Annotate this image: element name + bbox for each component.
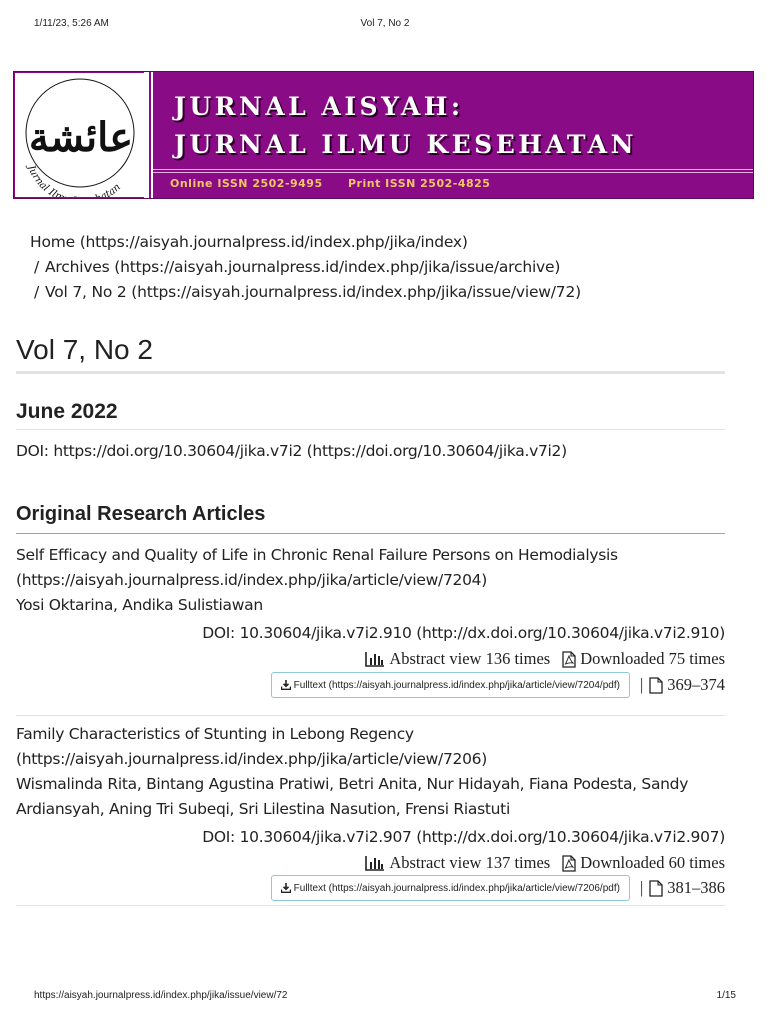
print-title: Vol 7, No 2 bbox=[360, 18, 410, 29]
journal-logo bbox=[15, 73, 144, 197]
article-stats bbox=[359, 853, 725, 873]
article-authors: Wismalinda Rita, Bintang Agustina Pratiwi, Betri Anita, Nur Hidayah, Fiana Podesta, Sandy Ardiansyah, Aning Tri Subeqi, Sri Lilestina Nasution, Frensi Riastuti bbox=[16, 775, 689, 818]
bar-chart-icon bbox=[365, 651, 385, 667]
journal-banner[interactable] bbox=[13, 71, 754, 199]
issn-online: Online ISSN 2502-9495 bbox=[170, 177, 323, 190]
banner-rule bbox=[153, 169, 753, 170]
abstract-views-label: Abstract view 136 times bbox=[389, 649, 551, 668]
print-url: https://aisyah.journalpress.id/index.php/jika/issue/view/72 bbox=[34, 990, 288, 1001]
breadcrumb-home[interactable] bbox=[30, 230, 581, 255]
breadcrumb-separator: / bbox=[34, 283, 40, 301]
pdf-file-icon bbox=[562, 651, 576, 668]
breadcrumb-archives-label[interactable]: Archives (https://aisyah.journalpress.id/index.php/jika/issue/archive) bbox=[45, 258, 561, 276]
breadcrumb-issue-label[interactable]: Vol 7, No 2 (https://aisyah.journalpress.id/index.php/jika/issue/view/72) bbox=[45, 283, 581, 301]
article-divider bbox=[16, 905, 725, 906]
breadcrumb-home-label[interactable]: Home (https://aisyah.journalpress.id/index.php/jika/index) bbox=[30, 233, 468, 251]
download-icon bbox=[281, 883, 291, 893]
downloads-count bbox=[562, 649, 725, 669]
print-footer bbox=[34, 990, 736, 1004]
article-authors: Yosi Oktarina, Andika Sulistiawan bbox=[16, 596, 263, 614]
fulltext-pdf-button[interactable] bbox=[271, 672, 630, 698]
title-divider bbox=[16, 371, 725, 374]
article-pages bbox=[640, 675, 725, 695]
banner-title-line2: JURNAL ILMU KESEHATAN bbox=[174, 130, 637, 159]
file-icon bbox=[649, 677, 663, 694]
downloads-count bbox=[562, 853, 725, 873]
article-stats bbox=[359, 649, 725, 669]
article-doi-link[interactable]: DOI: 10.30604/jika.v7i2.907 (http://dx.doi.org/10.30604/jika.v7i2.907) bbox=[202, 828, 725, 846]
pages-label: 381–386 bbox=[667, 878, 725, 897]
article-item bbox=[16, 543, 725, 718]
bar-chart-icon bbox=[365, 855, 385, 871]
issue-doi-link[interactable]: DOI: https://doi.org/10.30604/jika.v7i2 (https://doi.org/10.30604/jika.v7i2) bbox=[16, 442, 567, 460]
file-icon bbox=[649, 880, 663, 897]
abstract-views-label: Abstract view 137 times bbox=[389, 853, 551, 872]
pages-label: 369–374 bbox=[667, 675, 725, 694]
print-header bbox=[34, 18, 736, 32]
article-item bbox=[16, 722, 725, 907]
downloads-label: Downloaded 60 times bbox=[580, 853, 725, 872]
banner-rule-2 bbox=[153, 172, 753, 173]
abstract-views bbox=[365, 853, 550, 873]
article-divider bbox=[16, 715, 725, 716]
article-galley-row bbox=[271, 875, 725, 901]
fulltext-label[interactable]: Fulltext (https://aisyah.journalpress.id/index.php/jika/article/view/7204/pdf) bbox=[293, 679, 620, 691]
banner-title-line1: JURNAL AISYAH: bbox=[174, 92, 464, 121]
date-divider bbox=[16, 429, 725, 430]
breadcrumb-current-issue[interactable] bbox=[30, 280, 581, 305]
fulltext-label[interactable]: Fulltext (https://aisyah.journalpress.id/index.php/jika/article/view/7206/pdf) bbox=[293, 882, 620, 894]
logo-arabic-text: عائشة bbox=[28, 114, 134, 161]
section-title: Original Research Articles bbox=[16, 503, 266, 525]
issn-print: Print ISSN 2502-4825 bbox=[348, 177, 491, 190]
breadcrumb-separator: / bbox=[34, 258, 40, 276]
breadcrumb-archives[interactable] bbox=[30, 255, 581, 280]
article-title-link[interactable]: Family Characteristics of Stunting in Lebong Regency (https://aisyah.journalpress.id/index.php/jika/article/view/7206) bbox=[16, 725, 487, 768]
article-doi-link[interactable]: DOI: 10.30604/jika.v7i2.910 (http://dx.doi.org/10.30604/jika.v7i2.910) bbox=[202, 624, 725, 642]
pipe-separator: | bbox=[639, 878, 644, 897]
pipe-separator: | bbox=[639, 675, 644, 694]
published-date: June 2022 bbox=[16, 400, 118, 423]
downloads-label: Downloaded 75 times bbox=[580, 649, 725, 668]
download-icon bbox=[281, 680, 291, 690]
article-pages bbox=[640, 878, 725, 898]
banner-divider-thin bbox=[151, 72, 153, 198]
article-galley-row bbox=[271, 672, 725, 698]
pdf-file-icon bbox=[562, 855, 576, 872]
banner-divider bbox=[144, 72, 149, 198]
article-title-link[interactable]: Self Efficacy and Quality of Life in Chronic Renal Failure Persons on Hemodialysis (https://aisyah.journalpress.id/index.php/jika/article/view/7204) bbox=[16, 546, 618, 589]
print-page-number: 1/15 bbox=[716, 990, 736, 1001]
abstract-views bbox=[365, 649, 550, 669]
print-date: 1/11/23, 5:26 AM bbox=[34, 18, 109, 29]
page-title: Vol 7, No 2 bbox=[16, 334, 153, 365]
breadcrumb bbox=[30, 230, 581, 305]
section-divider bbox=[16, 533, 725, 534]
fulltext-pdf-button[interactable] bbox=[271, 875, 630, 901]
logo-ring-text: Jurnal Il atan bbox=[25, 163, 123, 197]
